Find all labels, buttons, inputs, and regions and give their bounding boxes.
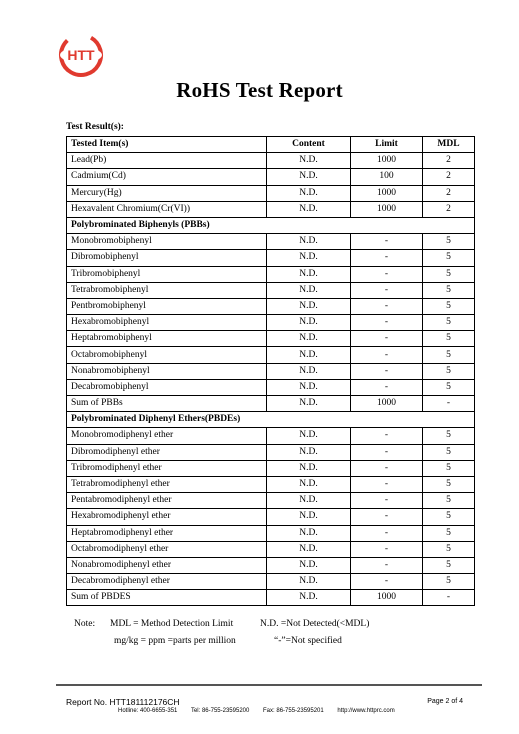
table-row bbox=[67, 476, 475, 492]
cell-limit: - bbox=[351, 282, 423, 298]
table-row bbox=[67, 363, 475, 379]
table-row bbox=[67, 153, 475, 169]
cell-content: N.D. bbox=[267, 525, 351, 541]
cell-mdl: 2 bbox=[423, 185, 475, 201]
cell-mdl: 5 bbox=[423, 525, 475, 541]
cell-mdl: 5 bbox=[423, 347, 475, 363]
cell-limit: - bbox=[351, 460, 423, 476]
cell-mdl: 5 bbox=[423, 541, 475, 557]
test-results-table bbox=[66, 136, 475, 606]
cell-limit: - bbox=[351, 379, 423, 395]
table-row bbox=[67, 250, 475, 266]
table-row bbox=[67, 444, 475, 460]
cell-limit: - bbox=[351, 315, 423, 331]
note-ppm: mg/kg = ppm =parts per million bbox=[114, 636, 236, 646]
cell-content: N.D. bbox=[267, 460, 351, 476]
table-row bbox=[67, 169, 475, 185]
section-title: Polybrominated Biphenyls (PBBs) bbox=[67, 217, 475, 233]
cell-tested-item: Mercury(Hg) bbox=[67, 185, 267, 201]
cell-content: N.D. bbox=[267, 153, 351, 169]
cell-mdl: 5 bbox=[423, 460, 475, 476]
cell-tested-item: Tetrabromodiphenyl ether bbox=[67, 476, 267, 492]
cell-tested-item: Dibromobiphenyl bbox=[67, 250, 267, 266]
column-header-content: Content bbox=[267, 137, 351, 153]
cell-mdl: 5 bbox=[423, 266, 475, 282]
cell-content: N.D. bbox=[267, 574, 351, 590]
table-row bbox=[67, 574, 475, 590]
table-row bbox=[67, 396, 475, 412]
cell-mdl: 5 bbox=[423, 574, 475, 590]
table-row bbox=[67, 315, 475, 331]
table-row bbox=[67, 590, 475, 606]
table-row bbox=[67, 201, 475, 217]
cell-content: N.D. bbox=[267, 347, 351, 363]
cell-limit: - bbox=[351, 444, 423, 460]
column-header-mdl: MDL bbox=[423, 137, 475, 153]
cell-limit: - bbox=[351, 298, 423, 314]
cell-limit: - bbox=[351, 574, 423, 590]
test-result-label: Test Result(s): bbox=[66, 122, 124, 132]
cell-mdl: 5 bbox=[423, 363, 475, 379]
cell-mdl: 5 bbox=[423, 493, 475, 509]
cell-tested-item: Cadmium(Cd) bbox=[67, 169, 267, 185]
table-body bbox=[67, 153, 475, 606]
table-row bbox=[67, 282, 475, 298]
cell-limit: 1000 bbox=[351, 201, 423, 217]
cell-tested-item: Hexabromobiphenyl bbox=[67, 315, 267, 331]
cell-mdl: 5 bbox=[423, 444, 475, 460]
cell-mdl: 5 bbox=[423, 476, 475, 492]
cell-limit: 100 bbox=[351, 169, 423, 185]
cell-content: N.D. bbox=[267, 396, 351, 412]
cell-mdl: - bbox=[423, 590, 475, 606]
table-row bbox=[67, 379, 475, 395]
cell-mdl: 5 bbox=[423, 298, 475, 314]
cell-limit: - bbox=[351, 428, 423, 444]
cell-content: N.D. bbox=[267, 201, 351, 217]
cell-tested-item: Tribromodiphenyl ether bbox=[67, 460, 267, 476]
cell-tested-item: Octabromodiphenyl ether bbox=[67, 541, 267, 557]
logo-text: HTT bbox=[67, 47, 95, 63]
cell-tested-item: Dibromodiphenyl ether bbox=[67, 444, 267, 460]
cell-tested-item: Nonabromodiphenyl ether bbox=[67, 557, 267, 573]
cell-tested-item: Hexabromodiphenyl ether bbox=[67, 509, 267, 525]
cell-limit: - bbox=[351, 363, 423, 379]
cell-content: N.D. bbox=[267, 298, 351, 314]
cell-content: N.D. bbox=[267, 590, 351, 606]
table-row bbox=[67, 460, 475, 476]
hotline: Hotline: 400-6655-351 bbox=[118, 708, 178, 714]
cell-limit: - bbox=[351, 541, 423, 557]
cell-content: N.D. bbox=[267, 234, 351, 250]
cell-limit: - bbox=[351, 509, 423, 525]
note-not-specified: “-”=Not specified bbox=[274, 636, 342, 646]
cell-mdl: 5 bbox=[423, 379, 475, 395]
table-row bbox=[67, 234, 475, 250]
cell-limit: 1000 bbox=[351, 185, 423, 201]
cell-content: N.D. bbox=[267, 185, 351, 201]
cell-limit: - bbox=[351, 493, 423, 509]
cell-tested-item: Hexavalent Chromium(Cr(VI)) bbox=[67, 201, 267, 217]
contact-info bbox=[118, 708, 407, 714]
section-title: Polybrominated Diphenyl Ethers(PBDEs) bbox=[67, 412, 475, 428]
cell-content: N.D. bbox=[267, 363, 351, 379]
cell-tested-item: Monobromodiphenyl ether bbox=[67, 428, 267, 444]
cell-content: N.D. bbox=[267, 315, 351, 331]
cell-limit: - bbox=[351, 234, 423, 250]
section-header-row bbox=[67, 217, 475, 233]
cell-content: N.D. bbox=[267, 493, 351, 509]
cell-limit: - bbox=[351, 525, 423, 541]
note-label: Note: bbox=[74, 619, 96, 629]
cell-content: N.D. bbox=[267, 250, 351, 266]
cell-limit: 1000 bbox=[351, 153, 423, 169]
cell-content: N.D. bbox=[267, 169, 351, 185]
cell-limit: - bbox=[351, 266, 423, 282]
cell-mdl: 5 bbox=[423, 250, 475, 266]
table-row bbox=[67, 331, 475, 347]
cell-content: N.D. bbox=[267, 509, 351, 525]
table-row bbox=[67, 298, 475, 314]
section-header-row bbox=[67, 412, 475, 428]
cell-content: N.D. bbox=[267, 282, 351, 298]
report-number: Report No. HTT181112176CH bbox=[66, 697, 180, 707]
cell-mdl: 5 bbox=[423, 282, 475, 298]
cell-content: N.D. bbox=[267, 476, 351, 492]
cell-tested-item: Monobromobiphenyl bbox=[67, 234, 267, 250]
cell-content: N.D. bbox=[267, 428, 351, 444]
telephone: Tel: 86-755-23595200 bbox=[190, 708, 250, 714]
cell-tested-item: Heptabromodiphenyl ether bbox=[67, 525, 267, 541]
cell-tested-item: Tribromobiphenyl bbox=[67, 266, 267, 282]
cell-mdl: 5 bbox=[423, 557, 475, 573]
cell-limit: - bbox=[351, 250, 423, 266]
cell-mdl: 5 bbox=[423, 315, 475, 331]
cell-limit: - bbox=[351, 557, 423, 573]
cell-limit: - bbox=[351, 476, 423, 492]
website-link[interactable]: http://www.httprc.com bbox=[337, 708, 395, 714]
cell-tested-item: Nonabromobiphenyl bbox=[67, 363, 267, 379]
cell-tested-item: Heptabromobiphenyl bbox=[67, 331, 267, 347]
cell-mdl: - bbox=[423, 396, 475, 412]
table-row bbox=[67, 557, 475, 573]
table-row bbox=[67, 525, 475, 541]
cell-mdl: 5 bbox=[423, 234, 475, 250]
table-row bbox=[67, 428, 475, 444]
table-row bbox=[67, 185, 475, 201]
cell-tested-item: Decabromodiphenyl ether bbox=[67, 574, 267, 590]
company-logo bbox=[58, 32, 104, 78]
column-header-tested-item: Tested Item(s) bbox=[67, 137, 267, 153]
cell-tested-item: Lead(Pb) bbox=[67, 153, 267, 169]
table-row bbox=[67, 509, 475, 525]
report-title: RoHS Test Report bbox=[176, 78, 343, 102]
table-row bbox=[67, 266, 475, 282]
cell-mdl: 2 bbox=[423, 169, 475, 185]
table-row bbox=[67, 541, 475, 557]
cell-mdl: 2 bbox=[423, 153, 475, 169]
cell-content: N.D. bbox=[267, 266, 351, 282]
cell-limit: 1000 bbox=[351, 396, 423, 412]
table-header-row bbox=[67, 137, 475, 153]
cell-content: N.D. bbox=[267, 379, 351, 395]
cell-tested-item: Octabromobiphenyl bbox=[67, 347, 267, 363]
cell-mdl: 5 bbox=[423, 331, 475, 347]
cell-tested-item: Pentabromodiphenyl ether bbox=[67, 493, 267, 509]
htt-logo-icon bbox=[58, 32, 104, 78]
cell-mdl: 5 bbox=[423, 509, 475, 525]
cell-mdl: 5 bbox=[423, 428, 475, 444]
cell-limit: - bbox=[351, 347, 423, 363]
fax: Fax: 86-755-23595201 bbox=[263, 708, 324, 714]
cell-tested-item: Tetrabromobiphenyl bbox=[67, 282, 267, 298]
cell-tested-item: Sum of PBDES bbox=[67, 590, 267, 606]
cell-tested-item: Pentbromobiphenyl bbox=[67, 298, 267, 314]
cell-limit: 1000 bbox=[351, 590, 423, 606]
page-number: Page 2 of 4 bbox=[427, 698, 463, 705]
cell-content: N.D. bbox=[267, 541, 351, 557]
cell-mdl: 2 bbox=[423, 201, 475, 217]
note-nd: N.D. =Not Detected(<MDL) bbox=[260, 619, 370, 629]
footer-divider bbox=[56, 684, 482, 686]
cell-tested-item: Sum of PBBs bbox=[67, 396, 267, 412]
cell-tested-item: Decabromobiphenyl bbox=[67, 379, 267, 395]
cell-content: N.D. bbox=[267, 444, 351, 460]
cell-content: N.D. bbox=[267, 331, 351, 347]
cell-limit: - bbox=[351, 331, 423, 347]
table-row bbox=[67, 347, 475, 363]
table-row bbox=[67, 493, 475, 509]
column-header-limit: Limit bbox=[351, 137, 423, 153]
note-mdl: MDL = Method Detection Limit bbox=[110, 619, 234, 629]
cell-content: N.D. bbox=[267, 557, 351, 573]
